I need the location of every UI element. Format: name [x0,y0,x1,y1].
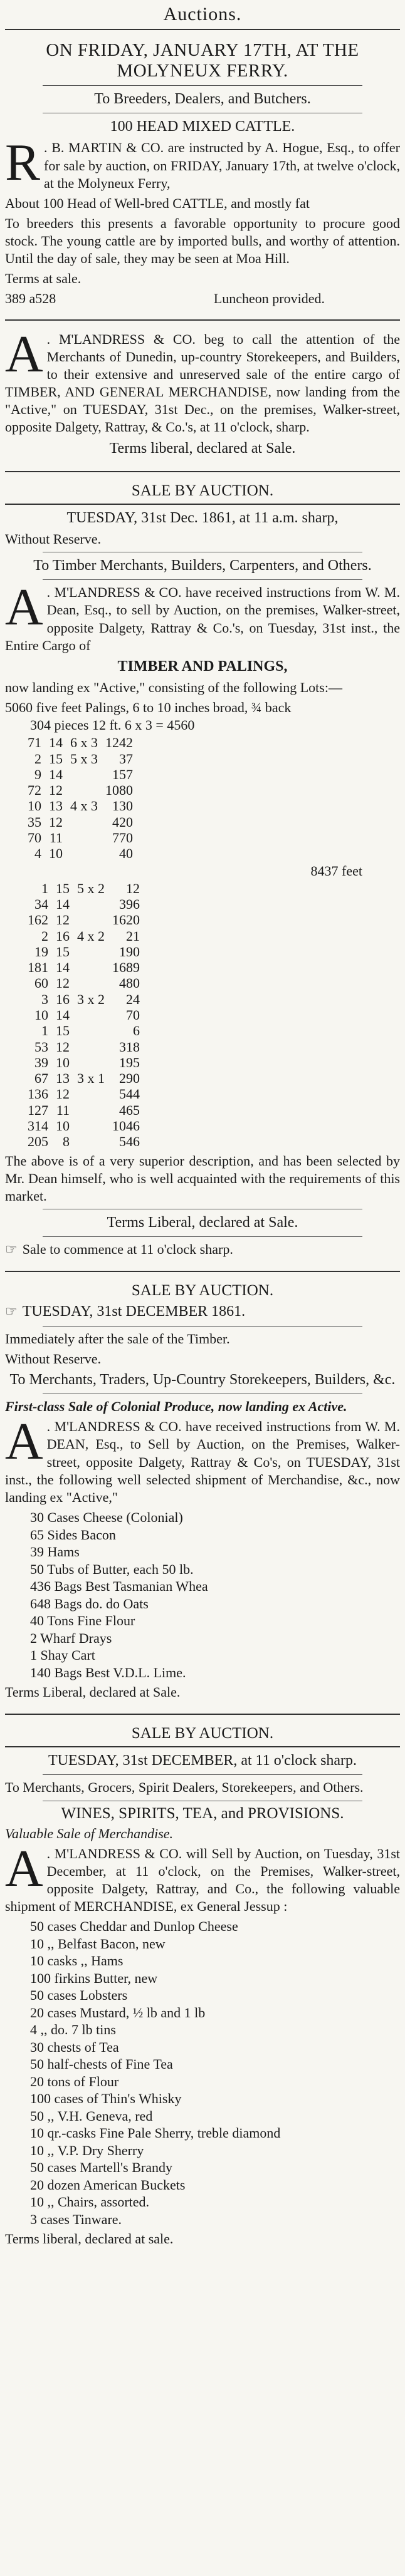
table-cell: 10 [28,798,41,814]
table-row [28,960,147,975]
table-row [28,751,140,767]
table-cell: 162 [28,912,48,928]
table-row [28,814,140,830]
ad3-commence [5,1241,400,1258]
table-cell: 130 [112,798,133,814]
table-row [28,735,140,750]
list-item: 4 ,, do. 7 lb tins [30,2022,116,2038]
list-item: 30 Cases Cheese (Colonial) [30,1509,183,1526]
ad4-body-text: . M'LANDRESS & CO. have received instructions from W. M. DEAN, Esq., to Sell by Auction, on the Premises, Walker-street, opposite Dalgety, Rattray & Co's, on TUESDAY, 31st inst., the following well selected shipment of Merchandise, &c., now landing ex "Active," [5,1419,400,1505]
table-cell: 14 [56,1007,70,1023]
list-item: 39 Hams [30,1544,80,1560]
table-cell: 14 [49,766,63,782]
table-cell: 480 [119,975,140,991]
table-cell [70,830,105,846]
ad5-body-text: . M'LANDRESS & CO. will Sell by Auction, on Tuesday, 31st December, at 11 o'clock, on the Premises, Walker-street, opposite Dalgety, Rattray, and Co., the following valuable shipment of MERCHANDISE, ex General Jessup : [5,1845,400,1915]
list-item: 10 ,, V.P. Dry Sherry [30,2142,144,2158]
table-cell: 72 [28,782,41,799]
table-cell [77,1023,112,1038]
list-item: 50 cases Lobsters [30,1987,128,2004]
table-cell: 290 [119,1070,140,1087]
section-title: Auctions. [163,4,242,24]
divider [5,319,400,321]
table-row [28,798,140,814]
ad1-body-text: . B. MARTIN & CO. are instructed by A. Hogue, Esq., to offer for sale by auction, on FRIDAY, January 17th, at twelve o'clock, at the Molyneux Ferry, [44,140,400,191]
table-row [28,881,147,896]
table-cell: 1 [41,1023,48,1039]
table-row [28,1118,147,1134]
table-cell: 12 [56,975,70,991]
ad3-palings: 5060 five feet Palings, 6 to 10 inches broad, ¾ back [5,700,292,716]
table-cell: 2 [41,928,48,944]
ad5-title: SALE BY AUCTION. [131,1725,274,1742]
divider [5,1271,400,1272]
list-item: 50 cases Martell's Brandy [30,2160,172,2176]
table-cell: 770 [112,830,133,846]
ad3-note: The above is of a very superior description, and has been selected by Mr. Dean himself, who is well acquainted with the requirements of this market. [5,1152,400,1204]
table-cell: 3 x 1 [77,1070,105,1087]
list-item: 10 casks ,, Hams [30,1953,124,1969]
table-cell: 2 [34,750,41,767]
table-cell: 6 x 3 [70,735,98,751]
table-row [28,767,140,782]
ad3-body [5,578,400,654]
table-cell: 3 x 2 [77,991,105,1007]
table-cell: 1242 [105,735,133,751]
table-cell: 24 [126,991,140,1007]
ad1-subhead: 100 HEAD MIXED CATTLE. [110,118,295,135]
divider [43,1236,362,1237]
table-cell: 21 [126,928,140,944]
table-cell: 1080 [105,782,133,799]
list-item: 20 dozen American Buckets [30,2176,186,2193]
table-cell: 9 [34,766,41,782]
table-cell [70,767,105,782]
table-cell: 13 [56,1070,70,1087]
ad2-body-text: . M'LANDRESS & CO. beg to call the attention of the Merchants of Dunedin, up-country Storekeepers, and Builders, to their extensive and unreserved sale of the entire cargo of TIMBER, AND GENERAL MERCHANDISE, now landing from the "Active," on TUESDAY, 31st Dec., on the premises, Walker-street, opposite Dalgety, Rattray, & Co.'s, at 11 o'clock, sharp. [5,331,400,435]
table-row [28,1086,147,1102]
table-cell [70,846,105,861]
ad-cattle-sale [5,34,400,316]
ad4-after: Immediately after the sale of the Timber. [5,1330,230,1347]
table-cell [77,1134,112,1149]
table-cell: 4 [34,846,41,862]
ad5-body [5,1839,400,1916]
pointing-hand-icon: ☞ [5,1303,18,1320]
divider [5,1746,400,1747]
divider [5,1714,400,1715]
table-cell: 6 [133,1023,140,1039]
table-cell: 127 [28,1102,48,1118]
table-cell [70,782,105,798]
divider [5,504,400,505]
table-row [28,944,147,960]
ad1-headline: ON FRIDAY, JANUARY 17TH, AT THE MOLYNEUX FERRY. [46,40,359,81]
ad5-to-line: To Merchants, Grocers, Spirit Dealers, Storekeepers, and Others. [5,1779,364,1796]
ad3-terms: Terms Liberal, declared at Sale. [107,1214,298,1231]
table-cell: 14 [56,896,70,912]
ad1-ref: 389 a528 [5,290,56,306]
table-row [28,846,140,861]
table-cell [77,1039,112,1055]
table-cell: 314 [28,1118,48,1134]
table-cell: 70 [28,830,41,846]
table-cell: 11 [49,830,63,846]
drop-cap: R [5,133,41,192]
table-cell [70,814,105,830]
table-cell: 19 [34,943,48,960]
table-cell: 1046 [112,1118,140,1134]
table-cell [77,1118,112,1134]
table-cell: 5 x 2 [77,880,105,896]
ad3-table1-header: 304 pieces 12 ft. 6 x 3 = 4560 [30,716,195,733]
divider [43,579,362,580]
table-cell: 37 [119,750,133,767]
table-cell: 13 [49,798,63,814]
ad-wines-spirits [5,1719,400,2257]
table-cell: 16 [56,928,70,944]
table-row [28,1134,147,1149]
ad3-commence-text: Sale to commence at 11 o'clock sharp. [22,1241,233,1258]
list-item: 50 half-chests of Fine Tea [30,2056,173,2072]
ad4-to-line: To Merchants, Traders, Up-Country Storekeepers, Builders, &c. [9,1371,396,1388]
table-cell: 1620 [112,912,140,928]
table-cell: 190 [119,943,140,960]
drop-cap: A [5,1412,43,1471]
table-cell: 181 [28,960,48,976]
table-cell: 12 [56,912,70,928]
ad4-title: SALE BY AUCTION. [131,1282,274,1300]
ad4-items [5,1509,400,1681]
table-row [28,1007,147,1023]
divider [43,1774,362,1775]
table-row [28,1023,147,1038]
auction-column [0,4,405,2257]
table-cell: 546 [119,1134,140,1150]
table-cell: 11 [56,1102,70,1118]
table-cell: 14 [56,960,70,976]
table-cell [77,960,112,975]
list-item: 648 Bags do. do Oats [30,1595,149,1611]
ad1-terms: Terms at sale. [5,271,82,287]
table-row [28,912,147,928]
list-item: 3 cases Tinware. [30,2211,122,2227]
table-cell: 60 [34,975,48,991]
table-cell [77,912,112,928]
timber-table-1 [28,735,140,861]
list-item: 20 tons of Flour [30,2073,119,2089]
table-cell: 12 [49,814,63,830]
table-cell [77,1086,112,1102]
list-item: 436 Bags Best Tasmanian Whea [30,1578,208,1595]
ad5-headline: WINES, SPIRITS, TEA, and PROVISIONS. [61,1804,344,1822]
ad3-date: TUESDAY, 31st Dec. 1861, at 11 a.m. sharp, [66,509,339,526]
table-cell: 16 [56,991,70,1007]
table-cell [77,944,112,960]
table-cell: 1 [41,880,48,896]
table-cell: 53 [34,1038,48,1055]
table-cell: 15 [56,943,70,960]
ad3-body-text: . M'LANDRESS & CO. have received instructions from W. M. Dean, Esq., to sell by Auction, on the premises, Walker-street, opposite Dalgety, Rattray & Co.'s, on Tuesday, 31st inst., the Entire Cargo of [5,584,400,653]
drop-cap: A [5,324,43,383]
table-cell: 205 [28,1134,48,1150]
table-cell: 10 [49,846,63,862]
table-cell: 1689 [112,960,140,976]
table-cell: 10 [34,1007,48,1023]
ad4-reserve: Without Reserve. [5,1350,102,1367]
table-cell [77,896,112,912]
drop-cap: A [5,1839,43,1898]
list-item: 2 Wharf Drays [30,1630,112,1646]
table-row [28,782,140,798]
table-cell: 4 x 3 [70,798,98,814]
list-item: 140 Bags Best V.D.L. Lime. [30,1664,186,1680]
ad4-first-class: First-class Sale of Colonial Produce, now landing ex Active. [5,1399,347,1415]
table-cell: 157 [112,766,133,782]
table-cell: 544 [119,1086,140,1102]
table-cell: 35 [28,814,41,830]
table-cell [77,975,112,991]
ad3-landing: now landing ex "Active," consisting of the following Lots:— [5,680,342,696]
ad2-body [5,324,400,437]
ad4-body [5,1412,400,1506]
ad3-reserve: Without Reserve. [5,530,102,547]
divider [43,85,362,86]
table-cell: 15 [56,1023,70,1039]
table-cell: 14 [49,735,63,751]
ad3-title: SALE BY AUCTION. [131,482,274,499]
table-cell: 67 [34,1070,48,1087]
ad-timber-palings [5,476,400,1268]
table-row [28,1039,147,1055]
ad1-lot: About 100 Head of Well-bred CATTLE, and mostly fat [5,195,310,211]
ad5-terms: Terms liberal, declared at sale. [5,2231,174,2247]
list-item: 50 Tubs of Butter, each 50 lb. [30,1561,194,1577]
table-cell [77,1102,112,1118]
ad4-terms: Terms Liberal, declared at Sale. [5,1684,181,1700]
ad3-total: 8437 feet [310,862,362,879]
table-row [28,1102,147,1118]
table-cell: 71 [28,735,41,751]
ad4-date [5,1302,400,1322]
ad1-body [5,133,400,192]
ad1-luncheon: Luncheon provided. [213,290,325,306]
ad5-items [5,1918,400,2228]
ad2-terms: Terms liberal, declared at Sale. [109,440,296,457]
table-cell: 420 [112,814,133,830]
table-cell: 10 [56,1054,70,1070]
table-cell [77,1007,112,1023]
ad5-date: TUESDAY, 31st DECEMBER, at 11 o'clock sharp. [48,1752,357,1769]
table-cell: 12 [126,880,140,896]
table-row [28,830,140,846]
list-item: 30 chests of Tea [30,2039,119,2055]
list-item: 40 Tons Fine Flour [30,1613,135,1629]
ad3-to-line: To Timber Merchants, Builders, Carpenters, and Others. [33,557,372,574]
table-cell: 465 [119,1102,140,1118]
table-cell: 12 [49,782,63,799]
list-item: 1 Shay Cart [30,1647,95,1663]
table-cell: 40 [119,846,133,862]
table-cell: 12 [56,1038,70,1055]
table-cell: 39 [34,1054,48,1070]
list-item: 10 ,, Belfast Bacon, new [30,1935,166,1952]
ad-timber-general [5,324,400,467]
list-item: 50 cases Cheddar and Dunlop Cheese [30,1918,238,1935]
ad5-valuable: Valuable Sale of Merchandise. [5,1825,174,1841]
pointing-hand-icon: ☞ [5,1241,18,1258]
divider [5,471,400,472]
ad1-body2: To breeders this presents a favorable opportunity to procure good stock. The young cattle are by imported bulls, and worthy of attention. Until the day of sale, they may be seen at Moa Hill. [5,215,400,267]
table-cell: 10 [56,1118,70,1134]
table-row [28,1055,147,1070]
table-cell: 70 [126,1007,140,1023]
table-cell: 318 [119,1038,140,1055]
table-cell [77,1055,112,1070]
table-cell: 5 x 3 [70,750,98,767]
table-row [28,928,147,944]
list-item: 100 firkins Butter, new [30,1970,158,1986]
timber-table-2 [28,881,147,1150]
table-cell: 396 [119,896,140,912]
list-item: 50 ,, V.H. Geneva, red [30,2108,153,2124]
ad1-to-line: To Breeders, Dealers, and Butchers. [94,91,311,107]
divider [43,1326,362,1327]
table-row [28,1070,147,1086]
table-row [28,975,147,991]
list-item: 10 qr.-casks Fine Pale Sherry, treble diamond [30,2125,281,2141]
list-item: 65 Sides Bacon [30,1526,116,1543]
table-cell: 34 [34,896,48,912]
ad3-cargo: TIMBER AND PALINGS, [117,658,288,675]
list-item: 20 cases Mustard, ½ lb and 1 lb [30,2004,206,2020]
table-cell: 12 [56,1086,70,1102]
list-item: 10 ,, Chairs, assorted. [30,2194,150,2210]
ad-colonial-produce [5,1276,400,1710]
divider [5,29,400,30]
table-cell: 15 [56,880,70,896]
list-item: 100 cases of Thin's Whisky [30,2091,182,2107]
drop-cap: A [5,578,43,637]
table-cell: 195 [119,1054,140,1070]
ad1-footer [5,291,400,307]
table-cell: 4 x 2 [77,928,105,944]
ad4-date-text: TUESDAY, 31st DECEMBER 1861. [22,1303,246,1320]
table-cell: 3 [41,991,48,1007]
table-cell: 15 [49,750,63,767]
table-row [28,896,147,912]
table-cell: 8 [63,1134,70,1150]
table-cell: 136 [28,1086,48,1102]
table-row [28,991,147,1007]
